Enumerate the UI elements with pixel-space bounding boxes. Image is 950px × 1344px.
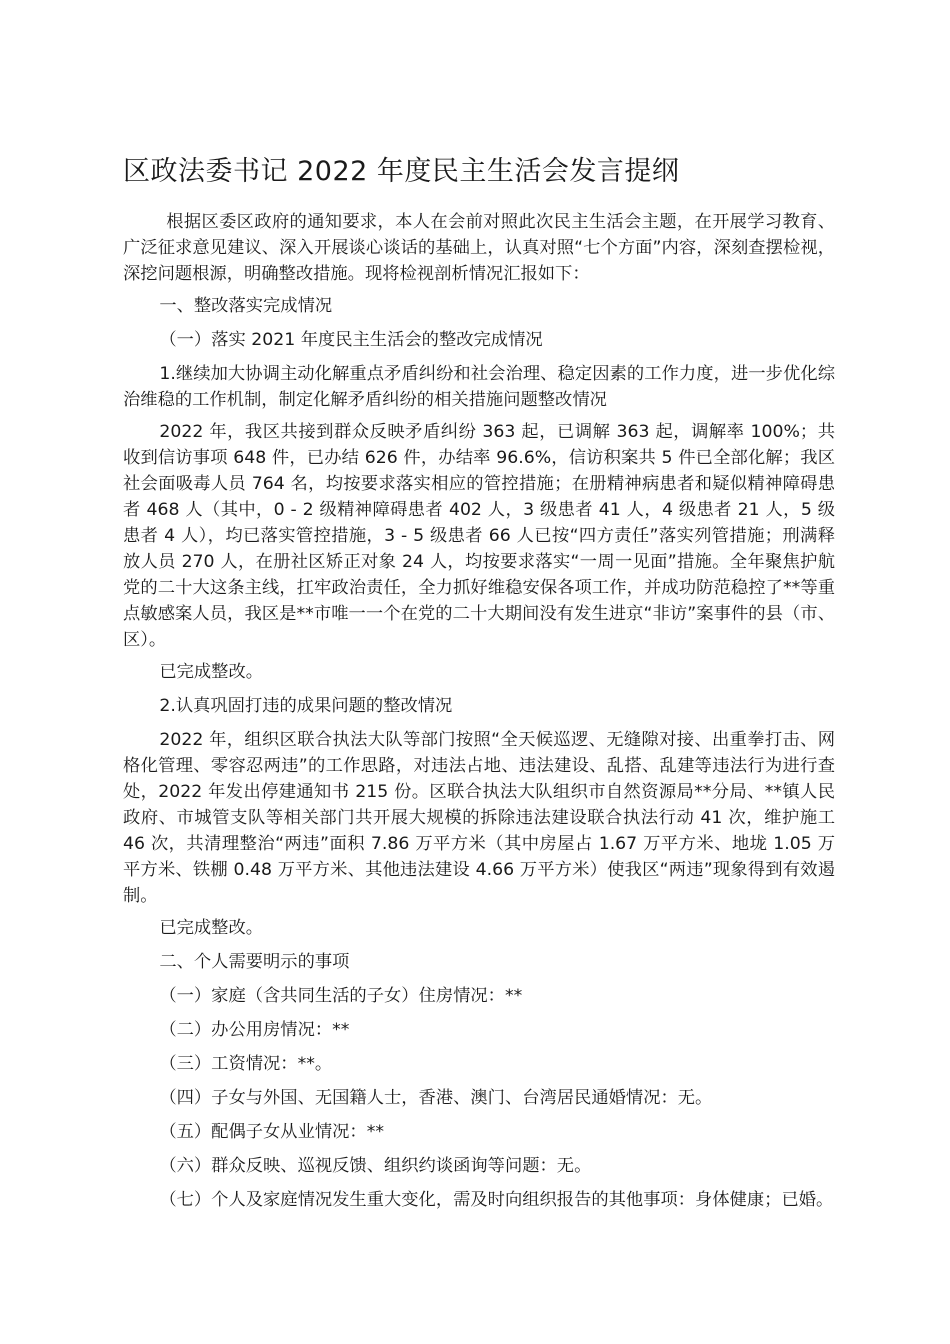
item-1-body-paragraph: 2022 年，我区共接到群众反映矛盾纠纷 363 起，已调解 363 起，调解率 100%；共收到信访事项 648 件，已办结 626 件，办结率 96.6%，信访积案共 5 件已全部化解；我区社会面吸毒人员 764 名，均按要求落实相应的管控措施；在册精神病患者和疑似精神障碍患者 468 人（其中，0 - 2 级精神障碍患者 402 人，3 级患者 41 人，4 级患者 21 人，5 级患者 4 人），均已落实管控措施，3 - 5 级患者 66 人已按“四方责任”落实列管措施；刑满释放人员 270 人，在册社区矫正对象 24 人，均按要求落实“一周一见面”措施。全年聚焦护航党的二十大这条主线，扛牢政治责任，全力抓好维稳安保各项工作，并成功防范稳控了**等重点敏感案人员，我区是**市唯一一个在党的二十大期间没有发生进京“非访”案事件的县（市、区）。 bbox=[123, 422, 835, 650]
item-2-status: 已完成整改。 bbox=[159, 918, 264, 938]
document-title: 区政法委书记 2022 年度民主生活会发言提纲 bbox=[123, 156, 680, 187]
intro-paragraph: 根据区委区政府的通知要求，本人在会前对照此次民主生活会主题，在开展学习教育、广泛征求意见建议、深入开展谈心谈话的基础上，认真对照“七个方面”内容，深刻查摆检视，深挖问题根源，明确整改措施。现将检视剖析情况汇报如下： bbox=[123, 212, 835, 284]
item-heading-2: 2.认真巩固打违的成果问题的整改情况 bbox=[159, 696, 453, 716]
item-2-body-paragraph: 2022 年，组织区联合执法大队等部门按照“全天候巡逻、无缝隙对接、出重拳打击、网格化管理、零容忍两违”的工作思路，对违法占地、违法建设、乱搭、乱建等违法行为进行查处，2022 年发出停建通知书 215 份。区联合执法大队组织市自然资源局**分局、**镇人民政府、市城管支队等相关部门共开展大规模的拆除违法建设联合执法行动 41 次，维护施工 46 次，共清理整治“两违”面积 7.86 万平方米（其中房屋占 1.67 万平方米、地垅 1.05 万平方米、铁棚 0.48 万平方米、其他违法建设 4.66 万平方米）使我区“两违”现象得到有效遏制。 bbox=[123, 730, 835, 906]
disclosure-item-office: （二）办公用房情况：** bbox=[159, 1020, 350, 1040]
document-body bbox=[123, 209, 835, 1219]
section-heading-1: 一、整改落实完成情况 bbox=[159, 296, 333, 316]
item-heading-1: 1.继续加大协调主动化解重点矛盾纠纷和社会治理、稳定因素的工作力度，进一步优化综治维稳的工作机制，制定化解矛盾纠纷的相关措施问题整改情况 bbox=[123, 364, 835, 410]
item-1-status: 已完成整改。 bbox=[159, 662, 264, 682]
disclosure-item-complaints: （六）群众反映、巡视反馈、组织约谈函询等问题：无。 bbox=[159, 1156, 592, 1176]
disclosure-item-other: （七）个人及家庭情况发生重大变化，需及时向组织报告的其他事项：身体健康；已婚。 bbox=[159, 1190, 834, 1210]
disclosure-item-salary: （三）工资情况：**。 bbox=[159, 1054, 333, 1074]
section-heading-2: 二、个人需要明示的事项 bbox=[159, 952, 350, 972]
disclosure-item-employment: （五）配偶子女从业情况：** bbox=[159, 1122, 384, 1142]
subsection-heading-1: （一）落实 2021 年度民主生活会的整改完成情况 bbox=[159, 330, 543, 350]
disclosure-item-housing: （一）家庭（含共同生活的子女）住房情况：** bbox=[159, 986, 523, 1006]
disclosure-item-marriage: （四）子女与外国、无国籍人士，香港、澳门、台湾居民通婚情况：无。 bbox=[159, 1088, 713, 1108]
